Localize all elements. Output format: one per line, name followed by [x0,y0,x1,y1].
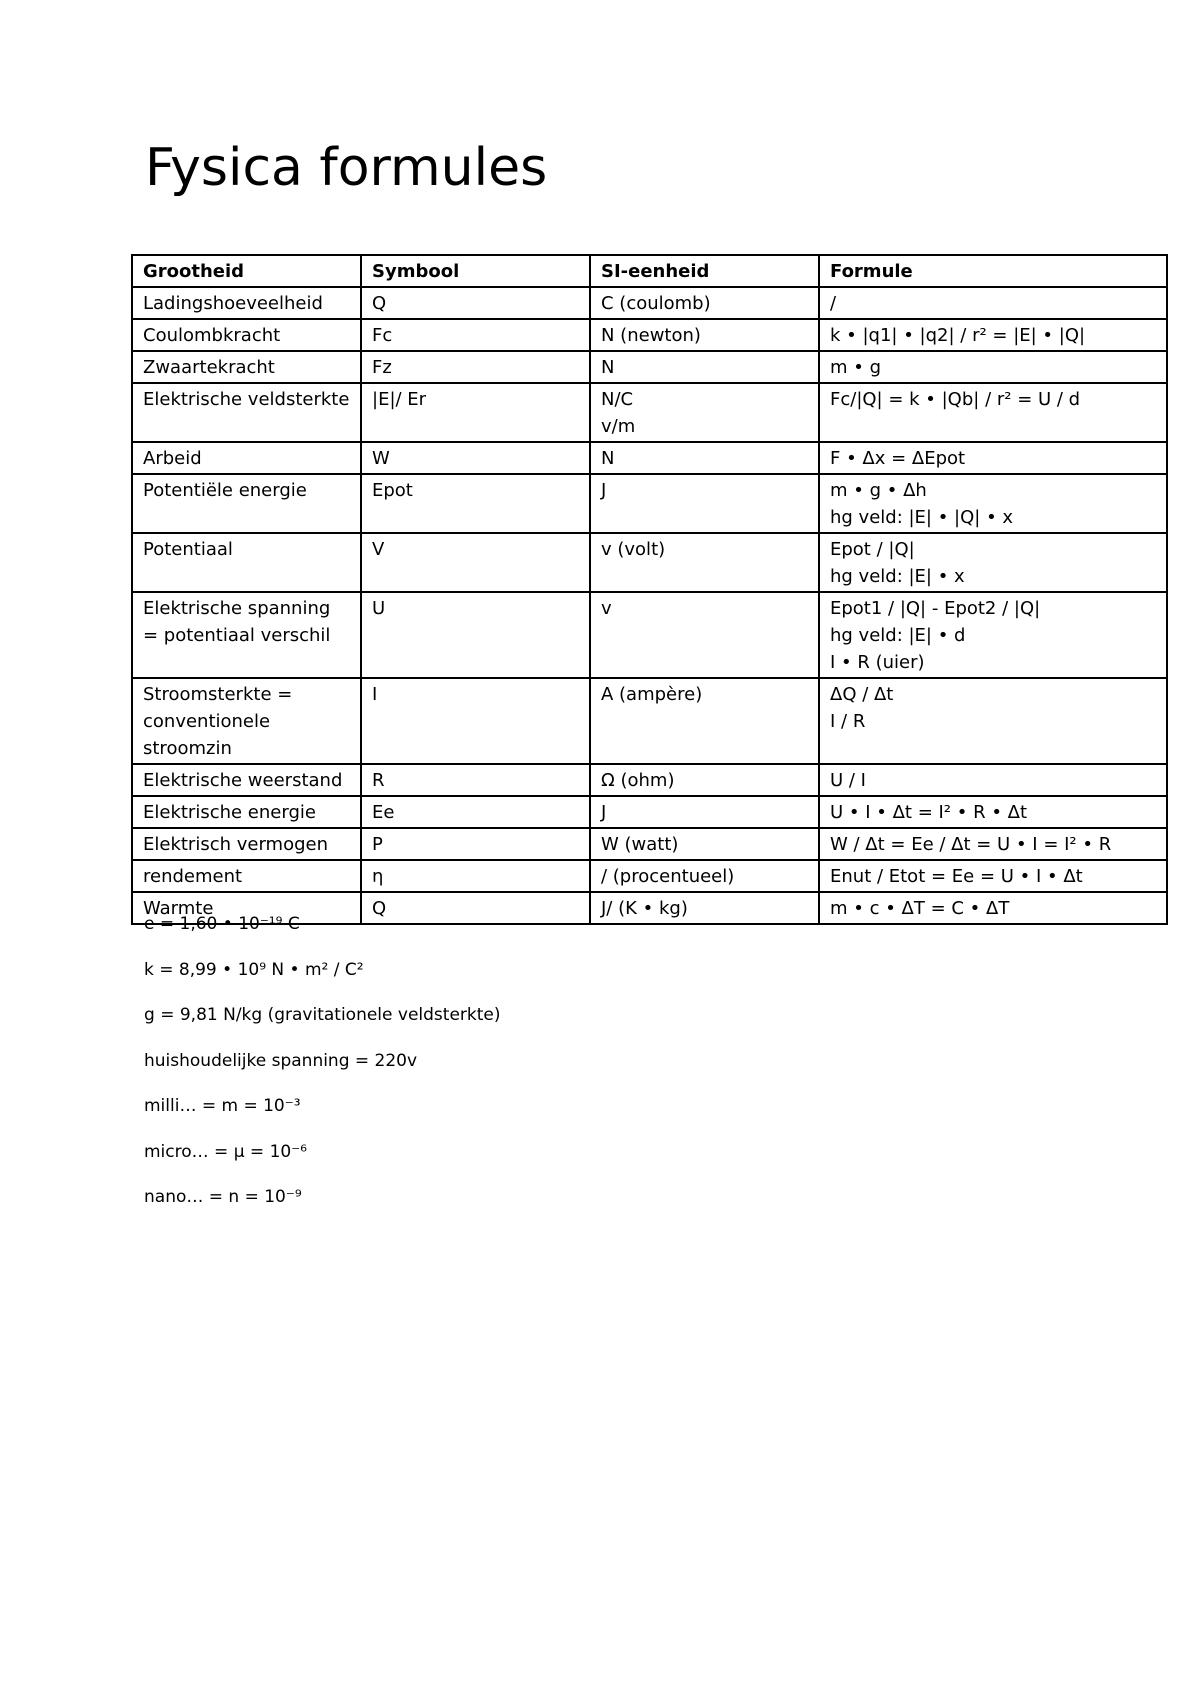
cell-si-eenheid: J [590,474,819,533]
constants-list [144,912,501,1231]
cell-symbool: Q [361,892,590,924]
cell-si-eenheid: A (ampère) [590,678,819,764]
cell-symbool: Epot [361,474,590,533]
cell-si-eenheid: N [590,442,819,474]
cell-formule [819,383,1167,442]
constant-line: nano… = n = 10⁻⁹ [144,1187,302,1207]
cell-symbool: W [361,442,590,474]
formula-line: Enut / Etot = Ee = U • I • Δt [830,866,1083,887]
cell-formule [819,351,1167,383]
cell-formule [819,860,1167,892]
cell-symbool: R [361,764,590,796]
formula-line: k • |q1| • |q2| / r² = |E| • |Q| [830,325,1086,346]
cell-symbool: Ee [361,796,590,828]
formula-line: hg veld: |E| • d [830,625,966,646]
constant-line: huishoudelijke spanning = 220v [144,1050,418,1071]
cell-formule [819,764,1167,796]
constant-line: g = 9,81 N/kg (gravitationele veldsterkte) [144,1005,501,1025]
cell-symbool: P [361,828,590,860]
constant-line: milli… = m = 10⁻³ [144,1096,301,1116]
cell-grootheid: Zwaartekracht [132,351,361,383]
formula-line: I / R [830,711,866,732]
formula-line: W / Δt = Ee / Δt = U • I = I² • R [830,834,1112,855]
cell-si-eenheid: W (watt) [590,828,819,860]
formula-line: / [830,293,837,314]
table-row [132,796,1167,828]
cell-si-eenheid: J [590,796,819,828]
cell-si-eenheid: C (coulomb) [590,287,819,319]
header-symbool: Symbool [361,255,590,287]
cell-si-eenheid: v [590,592,819,678]
cell-symbool: U [361,592,590,678]
table-row [132,319,1167,351]
cell-formule [819,319,1167,351]
formula-line: ΔQ / Δt [830,684,894,705]
formula-line: Epot / |Q| [830,539,915,560]
cell-grootheid: Stroomsterkte = conventionele stroomzin [132,678,361,764]
cell-symbool: Q [361,287,590,319]
cell-si-eenheid: N/C v/m [590,383,819,442]
cell-symbool: η [361,860,590,892]
formula-line: Epot1 / |Q| - Epot2 / |Q| [830,598,1041,619]
table-row [132,442,1167,474]
cell-formule [819,828,1167,860]
table-row [132,474,1167,533]
cell-formule [819,592,1167,678]
cell-grootheid: Elektrische spanning = potentiaal verschil [132,592,361,678]
table-row [132,828,1167,860]
cell-grootheid: Ladingshoeveelheid [132,287,361,319]
constant-line: e = 1,60 • 10⁻¹⁹ C [144,914,300,934]
table-row [132,287,1167,319]
cell-si-eenheid: v (volt) [590,533,819,592]
cell-grootheid: Elektrische veldsterkte [132,383,361,442]
cell-si-eenheid: J/ (K • kg) [590,892,819,924]
cell-grootheid: Elektrisch vermogen [132,828,361,860]
cell-symbool: Fz [361,351,590,383]
cell-formule [819,533,1167,592]
header-si-eenheid: SI-eenheid [590,255,819,287]
table-row [132,678,1167,764]
cell-symbool: Fc [361,319,590,351]
cell-formule [819,474,1167,533]
formula-line: hg veld: |E| • |Q| • x [830,507,1014,528]
formula-line: m • g • Δh [830,480,927,501]
formula-line: Fc/|Q| = k • |Qb| / r² = U / d [830,389,1081,410]
cell-formule [819,796,1167,828]
formula-line: m • g [830,357,882,378]
cell-grootheid: Warmte [132,892,361,924]
page-title: Fysica formules [145,138,548,198]
cell-grootheid: Arbeid [132,442,361,474]
cell-grootheid: Potentiaal [132,533,361,592]
table-header-row [132,255,1167,287]
cell-grootheid: Elektrische weerstand [132,764,361,796]
formula-line: hg veld: |E| • x [830,566,965,587]
cell-si-eenheid: / (procentueel) [590,860,819,892]
table-row [132,533,1167,592]
formula-table-body [132,287,1167,924]
cell-formule [819,442,1167,474]
cell-formule [819,678,1167,764]
formula-line: U / I [830,770,866,791]
formula-line: U • I • Δt = I² • R • Δt [830,802,1028,823]
formula-line: I • R (uier) [830,652,925,673]
table-row [132,860,1167,892]
cell-si-eenheid: N [590,351,819,383]
formula-table [131,254,1168,925]
cell-symbool: I [361,678,590,764]
table-row [132,383,1167,442]
cell-symbool: |E|/ Er [361,383,590,442]
table-row [132,764,1167,796]
constant-line: k = 8,99 • 10⁹ N • m² / C² [144,959,364,980]
cell-grootheid: rendement [132,860,361,892]
cell-formule [819,892,1167,924]
cell-si-eenheid: Ω (ohm) [590,764,819,796]
cell-grootheid: Elektrische energie [132,796,361,828]
cell-symbool: V [361,533,590,592]
formula-line: m • c • ΔT = C • ΔT [830,898,1010,919]
header-formule: Formule [819,255,1167,287]
cell-formule [819,287,1167,319]
cell-si-eenheid: N (newton) [590,319,819,351]
cell-grootheid: Potentiële energie [132,474,361,533]
formula-line: F • Δx = ΔEpot [830,448,966,469]
cell-grootheid: Coulombkracht [132,319,361,351]
table-row [132,592,1167,678]
table-row [132,351,1167,383]
header-grootheid: Grootheid [132,255,361,287]
constant-line: micro… = μ = 10⁻⁶ [144,1141,307,1162]
